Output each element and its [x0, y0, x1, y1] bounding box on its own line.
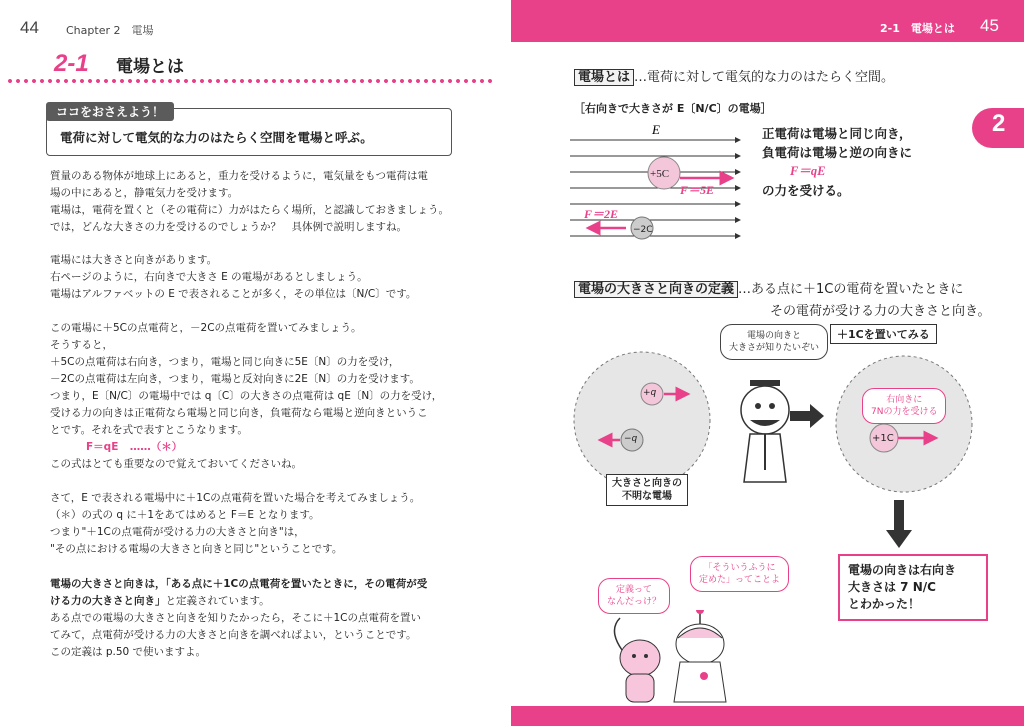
mascot-speech-bubble	[690, 556, 789, 592]
text-line: －2Cの点電荷は左向き，つまり，電場と反対向きに2E〔N〕の力を受けます。	[50, 373, 420, 385]
text-line: 電場の大きさと向きは，「ある点に＋1Cの点電荷を置いたときに，その電荷が受	[50, 578, 428, 590]
text-line: 電場には大きさと向きがあります。	[50, 254, 218, 266]
squirrel-character	[614, 618, 660, 702]
force-label-positive: F＝5E	[680, 183, 715, 197]
text-line: この式はとても重要なので覚えておいてくださいね。	[50, 458, 302, 470]
page-number-right: 45	[980, 16, 999, 35]
definition-term: 電場とは	[574, 69, 634, 86]
paragraph-5	[50, 576, 460, 661]
text-line: 大きさが知りたいぞい	[729, 343, 820, 353]
text-line: とわかった！	[848, 597, 921, 611]
text-line: この電場に＋5Cの点電荷と，－2Cの点電荷を置いてみましょう。	[50, 322, 362, 334]
text-line: さて，E で表される電場中に＋1Cの点電荷を置いた場合を考えてみましょう。	[50, 492, 421, 504]
professor-character	[720, 370, 810, 500]
footer-bar	[511, 706, 1024, 726]
text-line: 負電荷は電場と逆の向きに	[762, 145, 913, 160]
paragraph-2	[50, 252, 460, 303]
text-line: 受ける力の向きは正電荷なら電場と同じ向き，負電荷なら電場と逆向きというこ	[50, 407, 428, 419]
section-number: 2-1	[54, 50, 89, 77]
text-line: とです。それを式で表すとこうなります。	[50, 424, 248, 436]
text-span: と定義されています。	[165, 595, 270, 607]
negative-q-label: −q	[624, 434, 638, 444]
chapter-heading: Chapter 2 電場	[66, 24, 154, 37]
formula: F＝qE	[86, 441, 119, 453]
paragraph-1	[50, 168, 460, 236]
right-arrow-icon	[790, 404, 826, 428]
unknown-field-label	[606, 474, 688, 506]
conclusion-box	[838, 554, 988, 621]
paragraph-3	[50, 320, 460, 473]
negative-charge-label: −2C	[633, 225, 653, 235]
text-line: （＊）の式の q に＋1をあてはめると F＝E となります。	[50, 509, 320, 521]
text-line: 大きさと向きの	[612, 478, 682, 489]
definition-1	[574, 66, 894, 85]
text-line: 右ページのように，右向きで大きさ E の電場があるとしましょう。	[50, 271, 368, 283]
text-line: 「そういうふうに	[703, 563, 776, 573]
text-line: 質量のある物体が地球上にあると，重力を受けるように，電気量をもつ電荷は電	[50, 170, 428, 182]
text-line: ある点での電場の大きさと向きを知りたかったら，そこに＋1Cの点電荷を置い	[50, 612, 422, 624]
force-label-negative: F＝2E	[584, 207, 619, 221]
text-line: 右向きに	[886, 395, 923, 405]
text-line: ＋5Cの点電荷は右向き，つまり，電場と同じ向きに5E〔N〕の力を受け，	[50, 356, 400, 368]
force-speech-bubble	[862, 388, 946, 424]
field-lines	[570, 140, 740, 236]
text-line: の力を受ける。	[762, 183, 850, 198]
text-line: 電場の向きと	[747, 331, 802, 341]
paragraph-4	[50, 490, 460, 558]
test-charge-circle	[832, 344, 982, 504]
text-line: 定義って	[616, 585, 653, 595]
text-line: そうすると，	[50, 339, 113, 351]
text-line: 場の中にあると，静電気力を受けます。	[50, 187, 239, 199]
dotted-divider	[6, 78, 496, 84]
running-header: 2-1 電場とは	[880, 22, 955, 35]
text-line: 電場は，電荷を置くと（その電荷に）力がはたらく場所，と認識しておきましょう。	[50, 204, 449, 216]
positive-q-label: +q	[643, 388, 657, 398]
field-description	[762, 124, 912, 200]
field-caption: ［右向きで大きさが E〔N/C〕の電場］	[574, 102, 772, 115]
text-line: つまり"＋1Cの点電荷が受ける力の大きさと向き"は，	[50, 526, 305, 538]
definition-term: 電場の大きさと向きの定義	[574, 281, 738, 298]
text-line: 電場はアルファベットの E で表されることが多く，その単位は〔N/C〕です。	[50, 288, 417, 300]
bold-text: ける力の大きさと向き」	[50, 595, 166, 607]
text-line: では，どんな大きさの力を受けるのでしょうか？ 具体例で説明しますね。	[50, 221, 407, 233]
definition-2	[574, 278, 963, 297]
page-number-left: 44	[20, 18, 39, 37]
text-line: 7Nの力を受ける	[871, 407, 938, 417]
chapter-tab-number: 2	[992, 110, 1006, 137]
text-line: この定義は p.50 で使いますよ。	[50, 646, 207, 658]
field-formula: F＝qE	[790, 164, 826, 178]
formula-line	[50, 439, 460, 456]
definition-text: …電荷に対して電気的な力のはたらく空間。	[634, 70, 895, 85]
down-arrow-icon	[886, 500, 912, 550]
professor-speech-bubble	[720, 324, 828, 360]
text-line: 不明な電場	[622, 491, 672, 502]
key-point-text: 電荷に対して電気的な力のはたらく空間を電場と呼ぶ。	[60, 130, 373, 145]
text-line: なんだっけ？	[607, 597, 662, 607]
text-line: つまり，E〔N/C〕の電場中では q〔C〕の大きさの点電荷は qE〔N〕の力を受け，	[50, 390, 443, 402]
squirrel-speech-bubble	[598, 578, 670, 614]
mascot-characters	[600, 610, 750, 706]
text-line	[50, 593, 460, 610]
field-label: E	[652, 122, 660, 137]
text-line: 電場の向きは右向き	[848, 563, 957, 577]
section-title: 電場とは	[116, 57, 184, 77]
formula-tag: ……（＊）	[129, 441, 183, 453]
definition-text: …ある点に＋1Cの電荷を置いたときに	[738, 282, 964, 297]
text-line: "その点における電場の大きさと向きと同じ"ということです。	[50, 543, 343, 555]
mascot-character	[674, 610, 726, 702]
definition-2-continued: その電荷が受ける力の大きさと向き。	[770, 304, 991, 319]
positive-charge-label: +5C	[650, 168, 670, 180]
key-point-label: ココをおさえよう！	[46, 102, 174, 121]
electric-field-diagram	[570, 118, 750, 248]
text-line: 正電荷は電場と同じ向き，	[762, 126, 912, 141]
text-line: てみて，点電荷が受ける力の大きさと向きを調べればよい，ということです。	[50, 629, 417, 641]
text-line: 大きさは 7 N/C	[848, 580, 936, 594]
test-charge-label: +1C	[872, 433, 894, 444]
text-line: 定めた」ってことよ	[699, 575, 781, 585]
try-label: ＋1Cを置いてみる	[830, 324, 937, 344]
